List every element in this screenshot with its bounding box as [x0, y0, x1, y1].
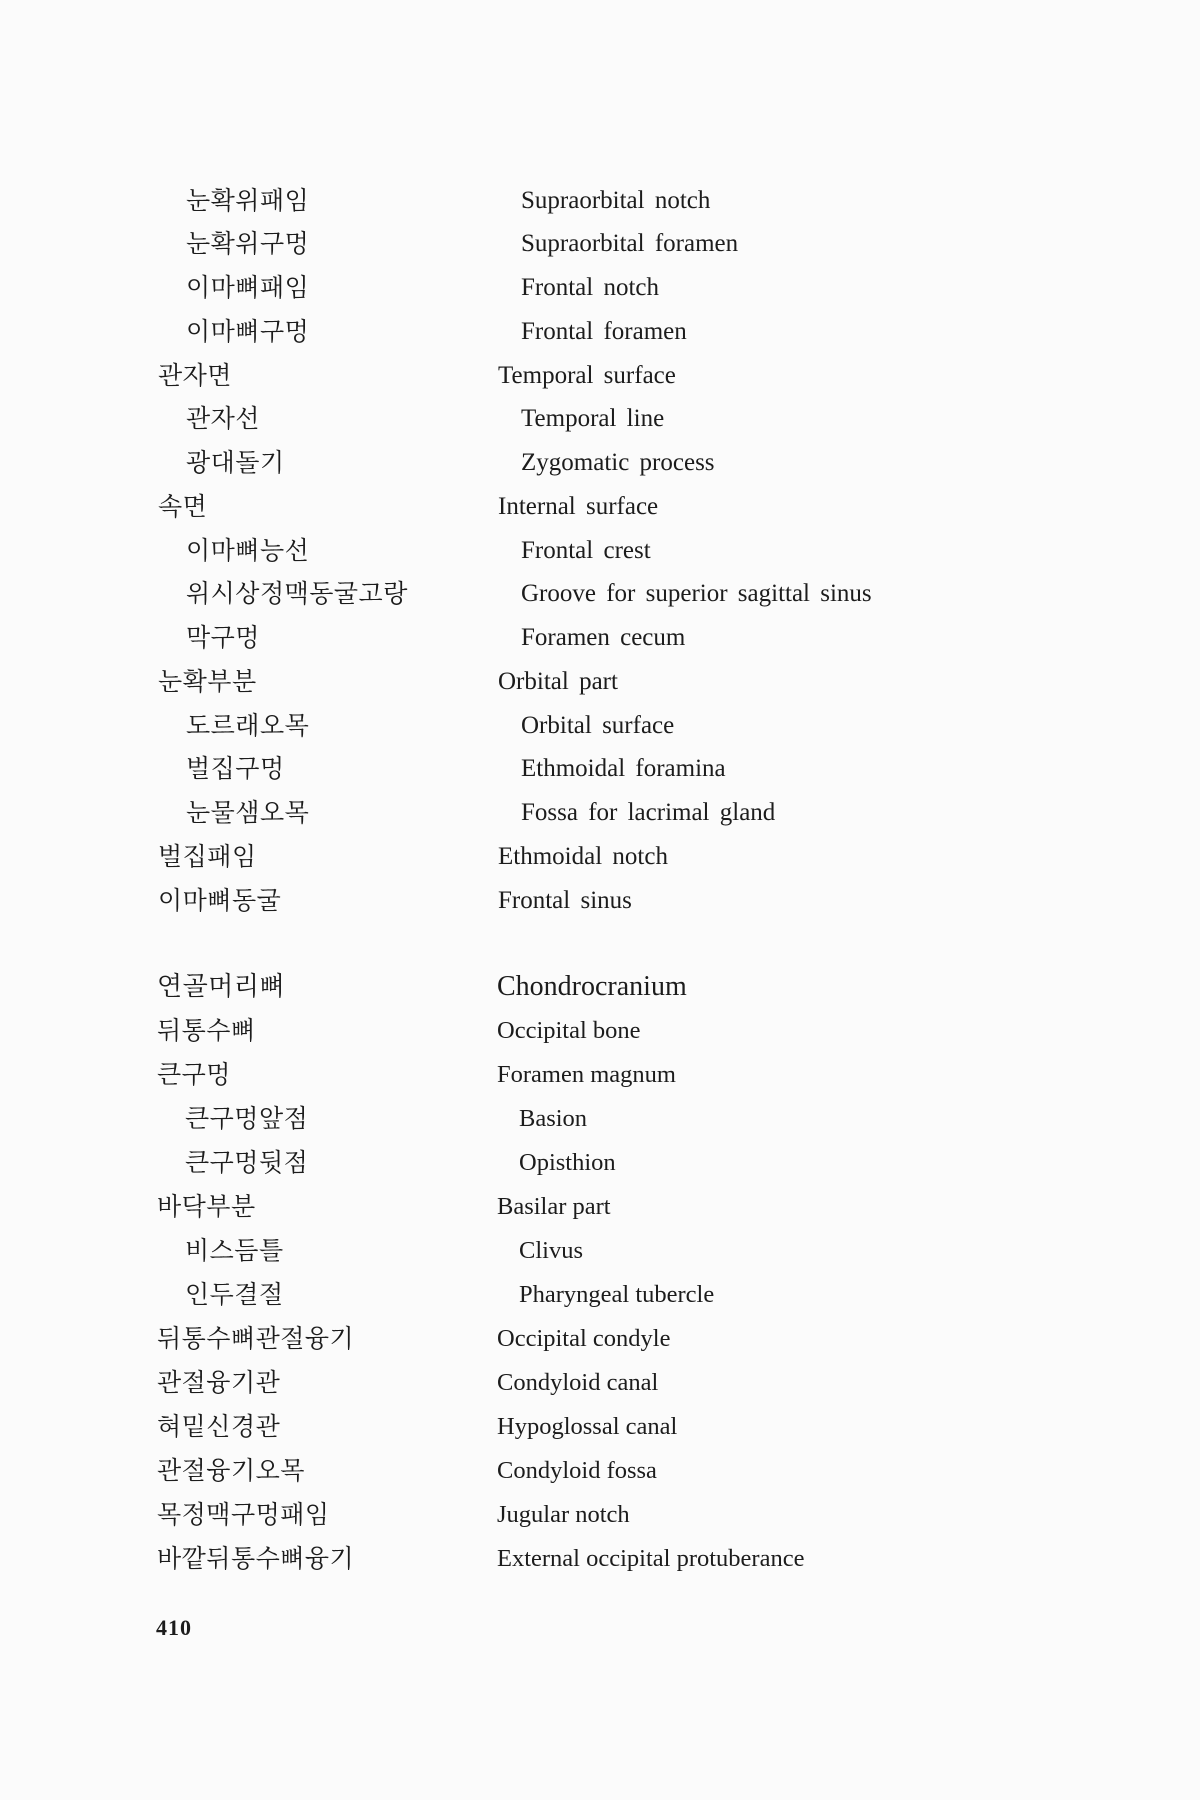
- english-term: Orbital part: [498, 668, 618, 695]
- english-term: Opisthion: [519, 1149, 616, 1176]
- korean-term: 위시상정맥동굴고랑: [186, 579, 408, 608]
- korean-term: 바닥부분: [157, 1192, 256, 1221]
- term-row: [0, 1537, 1200, 1581]
- english-term: Basilar part: [497, 1193, 611, 1220]
- term-row: [0, 1449, 1200, 1493]
- english-term: Ethmoidal notch: [498, 843, 668, 870]
- term-row: [0, 1317, 1200, 1361]
- term-row: [0, 879, 1200, 923]
- term-row: [0, 572, 1200, 616]
- korean-term: 이마뼈동굴: [158, 886, 282, 915]
- term-row: [0, 179, 1200, 223]
- english-term: Occipital condyle: [497, 1325, 671, 1352]
- korean-term: 큰구멍: [157, 1060, 231, 1089]
- korean-term: 광대돌기: [186, 448, 285, 477]
- section-heading-korean: 연골머리뼈: [157, 972, 286, 1002]
- english-term: Ethmoidal foramina: [521, 755, 726, 782]
- korean-term: 뒤통수뼈관절융기: [157, 1324, 355, 1353]
- english-term: Fossa for lacrimal gland: [521, 799, 776, 826]
- term-row: [0, 354, 1200, 398]
- term-row: [0, 660, 1200, 704]
- term-row: [0, 1361, 1200, 1405]
- korean-term: 눈확위패임: [186, 186, 310, 215]
- korean-term: 이마뼈패임: [186, 273, 310, 302]
- term-row: [0, 1493, 1200, 1537]
- term-row: [0, 441, 1200, 485]
- term-row: [0, 1273, 1200, 1317]
- korean-term: 눈물샘오목: [186, 798, 310, 827]
- english-term: Foramen cecum: [521, 624, 686, 651]
- term-row: [0, 1097, 1200, 1141]
- korean-term: 관절융기관: [157, 1368, 281, 1397]
- korean-term: 관자선: [186, 404, 260, 433]
- korean-term: 눈확부분: [158, 667, 257, 696]
- english-term: Supraorbital notch: [521, 187, 711, 214]
- korean-term: 뒤통수뼈: [157, 1016, 256, 1045]
- english-term: Supraorbital foramen: [521, 230, 739, 257]
- english-term: Orbital surface: [521, 712, 675, 739]
- english-term: Occipital bone: [497, 1017, 641, 1044]
- korean-term: 큰구멍뒷점: [185, 1148, 309, 1177]
- korean-term: 목정맥구멍패임: [157, 1500, 330, 1529]
- english-term: Zygomatic process: [521, 449, 715, 476]
- korean-term: 관절융기오목: [157, 1456, 305, 1485]
- korean-term: 바깥뒤통수뼈융기: [157, 1544, 355, 1573]
- term-row: [0, 1141, 1200, 1185]
- term-row: [0, 485, 1200, 529]
- page-number: 410: [156, 1615, 192, 1640]
- english-term: External occipital protuberance: [497, 1545, 805, 1572]
- term-row: [0, 222, 1200, 266]
- english-term: Frontal sinus: [498, 887, 632, 914]
- english-term: Internal surface: [498, 493, 659, 520]
- korean-term: 막구멍: [186, 623, 260, 652]
- korean-term: 관자면: [158, 361, 232, 390]
- term-row: [0, 835, 1200, 879]
- korean-term: 속면: [158, 492, 208, 521]
- english-term: Foramen magnum: [497, 1061, 676, 1088]
- english-term: Clivus: [519, 1237, 583, 1264]
- korean-term: 비스듬틀: [185, 1236, 284, 1265]
- term-row: [0, 310, 1200, 354]
- korean-term: 벌집패임: [158, 842, 257, 871]
- english-term: Temporal line: [521, 405, 665, 432]
- korean-term: 인두결절: [185, 1280, 284, 1309]
- term-row: [0, 791, 1200, 835]
- korean-term: 눈확위구멍: [186, 229, 310, 258]
- english-term: Temporal surface: [498, 362, 676, 389]
- section-heading-english: Chondrocranium: [497, 971, 687, 1002]
- english-term: Basion: [519, 1105, 588, 1132]
- english-term: Groove for superior sagittal sinus: [521, 580, 872, 607]
- korean-term: 벌집구멍: [186, 754, 285, 783]
- term-row: [0, 1405, 1200, 1449]
- term-row: [0, 616, 1200, 660]
- english-term: Pharyngeal tubercle: [519, 1281, 715, 1308]
- english-term: Frontal foramen: [521, 318, 687, 345]
- term-row: [0, 1229, 1200, 1273]
- term-row: [0, 529, 1200, 573]
- english-term: Frontal crest: [521, 537, 651, 564]
- english-term: Hypoglossal canal: [497, 1413, 678, 1440]
- term-row: [0, 1009, 1200, 1053]
- korean-term: 이마뼈능선: [186, 536, 310, 565]
- korean-term: 혀밑신경관: [157, 1412, 281, 1441]
- term-row: [0, 704, 1200, 748]
- english-term: Jugular notch: [497, 1501, 630, 1528]
- english-term: Condyloid fossa: [497, 1457, 657, 1484]
- term-row: [0, 266, 1200, 310]
- term-row: [0, 1185, 1200, 1229]
- term-row: [0, 747, 1200, 791]
- english-term: Condyloid canal: [497, 1369, 659, 1396]
- english-term: Frontal notch: [521, 274, 660, 301]
- term-row: [0, 397, 1200, 441]
- korean-term: 큰구멍앞점: [185, 1104, 309, 1133]
- term-row: [0, 1053, 1200, 1097]
- korean-term: 도르래오목: [186, 711, 310, 740]
- term-row: [0, 965, 1200, 1009]
- korean-term: 이마뼈구멍: [186, 317, 310, 346]
